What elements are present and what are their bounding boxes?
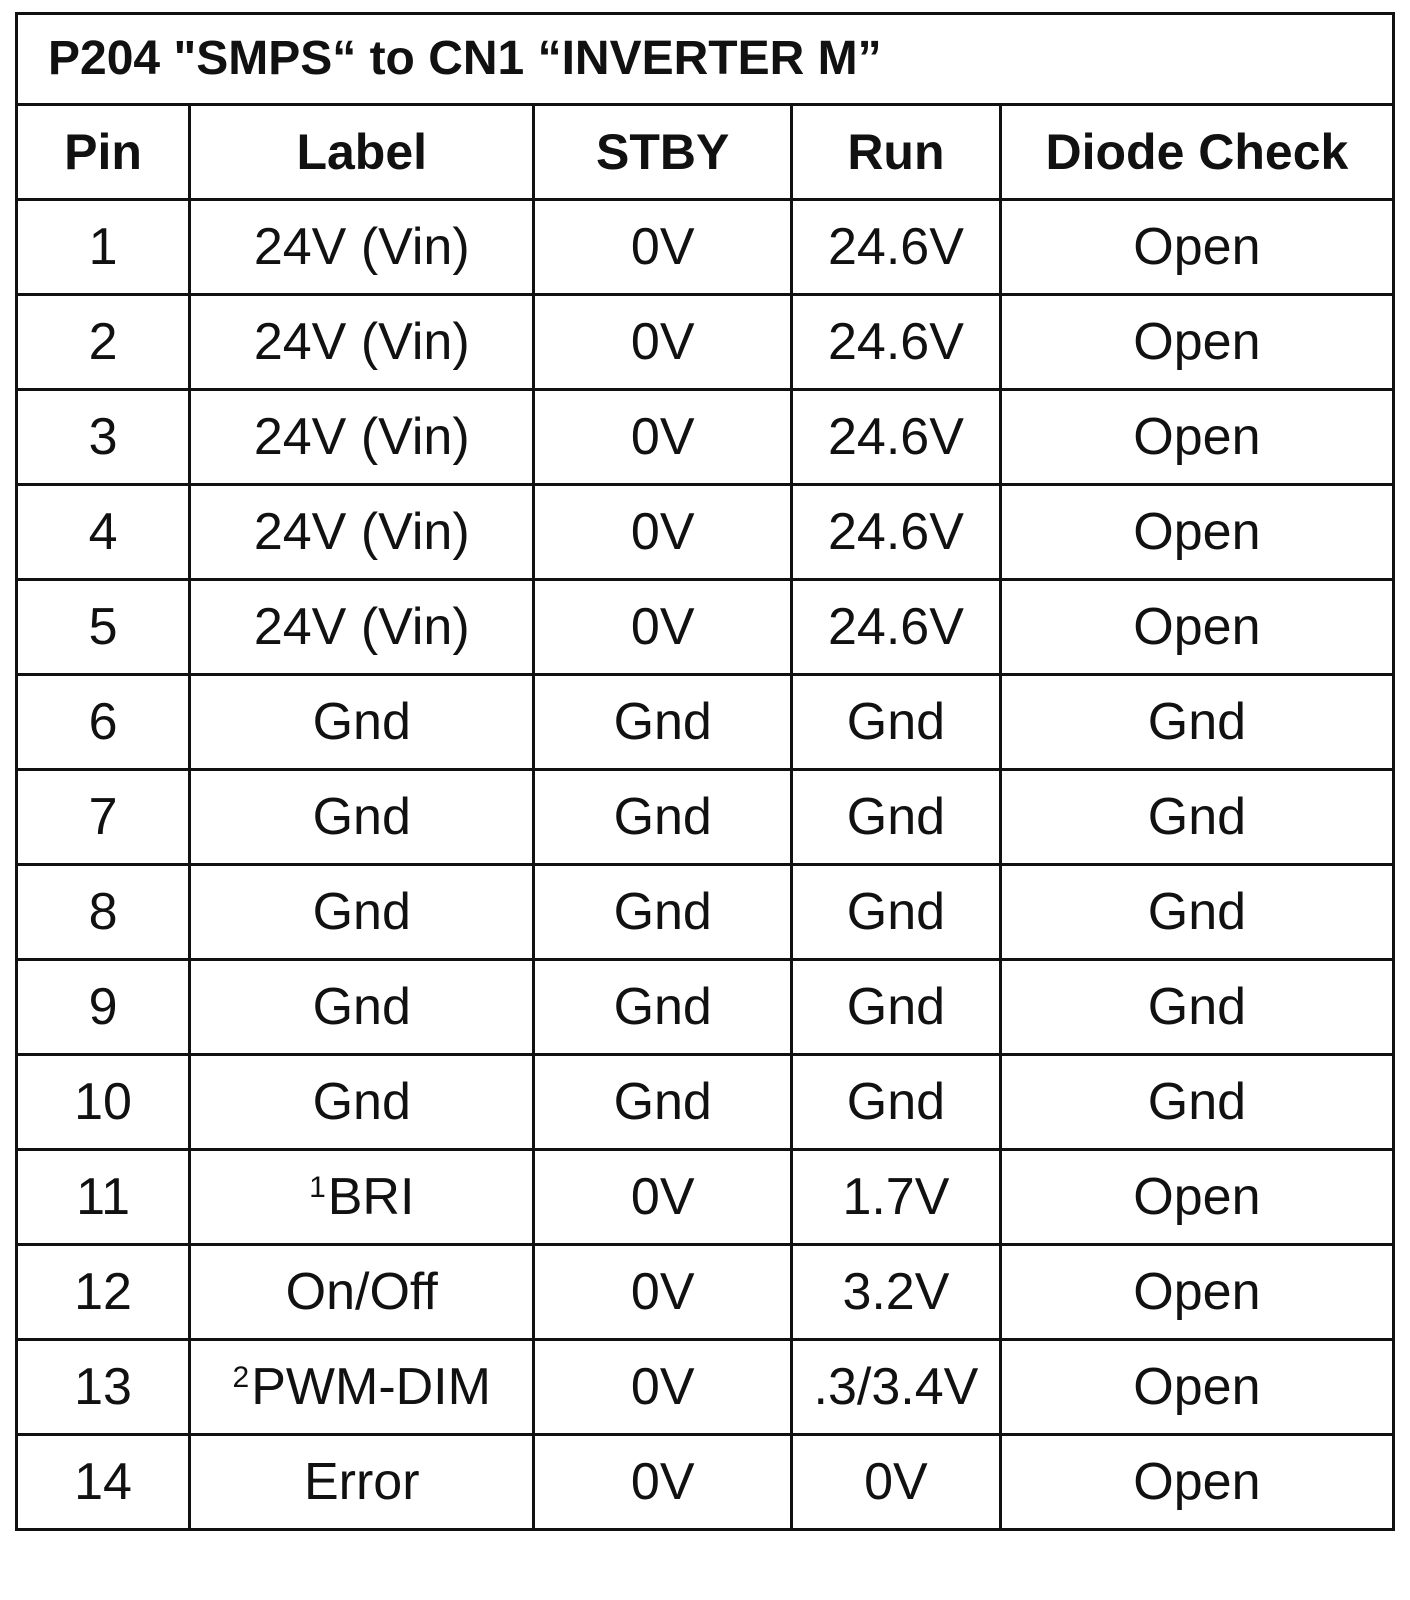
- cell-pin: 4: [17, 485, 190, 580]
- cell-run: Gnd: [792, 1055, 1001, 1150]
- cell-run: Gnd: [792, 675, 1001, 770]
- cell-pin: 3: [17, 390, 190, 485]
- cell-run: 0V: [792, 1435, 1001, 1530]
- label-text: Gnd: [312, 883, 411, 941]
- table-row: [17, 485, 1394, 580]
- cell-stby: 0V: [534, 1435, 792, 1530]
- label-text: 24V (Vin): [253, 598, 470, 656]
- label-footnote-marker: 2: [232, 1361, 250, 1394]
- cell-stby: 0V: [534, 295, 792, 390]
- cell-stby: 0V: [534, 485, 792, 580]
- cell-diode-check: Open: [1000, 295, 1393, 390]
- cell-diode-check: Gnd: [1000, 960, 1393, 1055]
- cell-label: [190, 1055, 534, 1150]
- label-footnote-marker: 1: [309, 1171, 326, 1204]
- cell-label: [190, 1435, 534, 1530]
- cell-label: [190, 770, 534, 865]
- cell-run: Gnd: [792, 770, 1001, 865]
- table-row: [17, 1245, 1394, 1340]
- table-body: [17, 200, 1394, 1530]
- cell-pin: 1: [17, 200, 190, 295]
- label-text: Gnd: [312, 693, 411, 751]
- cell-label: [190, 390, 534, 485]
- cell-run: 24.6V: [792, 390, 1001, 485]
- table-row: [17, 580, 1394, 675]
- cell-run: Gnd: [792, 865, 1001, 960]
- cell-stby: 0V: [534, 1340, 792, 1435]
- label-text: BRI: [327, 1168, 415, 1226]
- label-text: 24V (Vin): [253, 313, 470, 371]
- cell-run: 24.6V: [792, 485, 1001, 580]
- cell-label: [190, 1245, 534, 1340]
- cell-pin: 6: [17, 675, 190, 770]
- cell-stby: Gnd: [534, 675, 792, 770]
- cell-diode-check: Open: [1000, 485, 1393, 580]
- table-row: [17, 960, 1394, 1055]
- cell-label: [190, 580, 534, 675]
- table-row: [17, 295, 1394, 390]
- table-row: [17, 200, 1394, 295]
- header-stby: STBY: [534, 105, 792, 200]
- cell-diode-check: Open: [1000, 390, 1393, 485]
- header-row: [17, 105, 1394, 200]
- cell-stby: Gnd: [534, 960, 792, 1055]
- label-text: Gnd: [312, 978, 411, 1036]
- title-row: [17, 14, 1394, 105]
- cell-stby: 0V: [534, 1150, 792, 1245]
- table-row: [17, 865, 1394, 960]
- cell-pin: 14: [17, 1435, 190, 1530]
- label-text: Error: [303, 1453, 420, 1511]
- cell-stby: Gnd: [534, 1055, 792, 1150]
- cell-label: [190, 485, 534, 580]
- table-row: [17, 1340, 1394, 1435]
- label-text: PWM-DIM: [251, 1358, 491, 1416]
- cell-label: [190, 295, 534, 390]
- cell-run: Gnd: [792, 960, 1001, 1055]
- table-row: [17, 675, 1394, 770]
- cell-label: [190, 200, 534, 295]
- label-text: 24V (Vin): [253, 408, 470, 466]
- cell-diode-check: Gnd: [1000, 865, 1393, 960]
- label-text: 24V (Vin): [253, 218, 470, 276]
- cell-pin: 8: [17, 865, 190, 960]
- cell-diode-check: Open: [1000, 1435, 1393, 1530]
- label-text: 24V (Vin): [253, 503, 470, 561]
- cell-pin: 7: [17, 770, 190, 865]
- cell-pin: 5: [17, 580, 190, 675]
- cell-run: 24.6V: [792, 295, 1001, 390]
- cell-run: 24.6V: [792, 200, 1001, 295]
- cell-pin: 13: [17, 1340, 190, 1435]
- cell-label: [190, 865, 534, 960]
- cell-pin: 11: [17, 1150, 190, 1245]
- table-row: [17, 1055, 1394, 1150]
- header-diode-check: Diode Check: [1000, 105, 1393, 200]
- cell-diode-check: Open: [1000, 580, 1393, 675]
- cell-diode-check: Gnd: [1000, 1055, 1393, 1150]
- label-text: Gnd: [312, 788, 411, 846]
- cell-stby: Gnd: [534, 770, 792, 865]
- cell-pin: 9: [17, 960, 190, 1055]
- cell-run: 3.2V: [792, 1245, 1001, 1340]
- cell-label: [190, 960, 534, 1055]
- label-text: Gnd: [312, 1073, 411, 1131]
- cell-label: [190, 1150, 534, 1245]
- cell-diode-check: Open: [1000, 1150, 1393, 1245]
- label-text: On/Off: [285, 1263, 438, 1321]
- cell-run: 1.7V: [792, 1150, 1001, 1245]
- cell-stby: 0V: [534, 390, 792, 485]
- header-run: Run: [792, 105, 1001, 200]
- pin-table: [15, 12, 1395, 1531]
- cell-diode-check: Open: [1000, 1245, 1393, 1340]
- table-row: [17, 770, 1394, 865]
- cell-stby: 0V: [534, 200, 792, 295]
- cell-stby: Gnd: [534, 865, 792, 960]
- cell-diode-check: Gnd: [1000, 675, 1393, 770]
- cell-stby: 0V: [534, 580, 792, 675]
- table-title: P204 "SMPS“ to CN1 “INVERTER M”: [17, 14, 1394, 105]
- cell-run: .3/3.4V: [792, 1340, 1001, 1435]
- cell-pin: 12: [17, 1245, 190, 1340]
- cell-label: [190, 675, 534, 770]
- header-label: Label: [190, 105, 534, 200]
- cell-pin: 2: [17, 295, 190, 390]
- cell-pin: 10: [17, 1055, 190, 1150]
- header-pin: Pin: [17, 105, 190, 200]
- table-row: [17, 1435, 1394, 1530]
- cell-diode-check: Open: [1000, 200, 1393, 295]
- cell-diode-check: Gnd: [1000, 770, 1393, 865]
- table-row: [17, 1150, 1394, 1245]
- cell-diode-check: Open: [1000, 1340, 1393, 1435]
- cell-run: 24.6V: [792, 580, 1001, 675]
- cell-label: [190, 1340, 534, 1435]
- table-row: [17, 390, 1394, 485]
- cell-stby: 0V: [534, 1245, 792, 1340]
